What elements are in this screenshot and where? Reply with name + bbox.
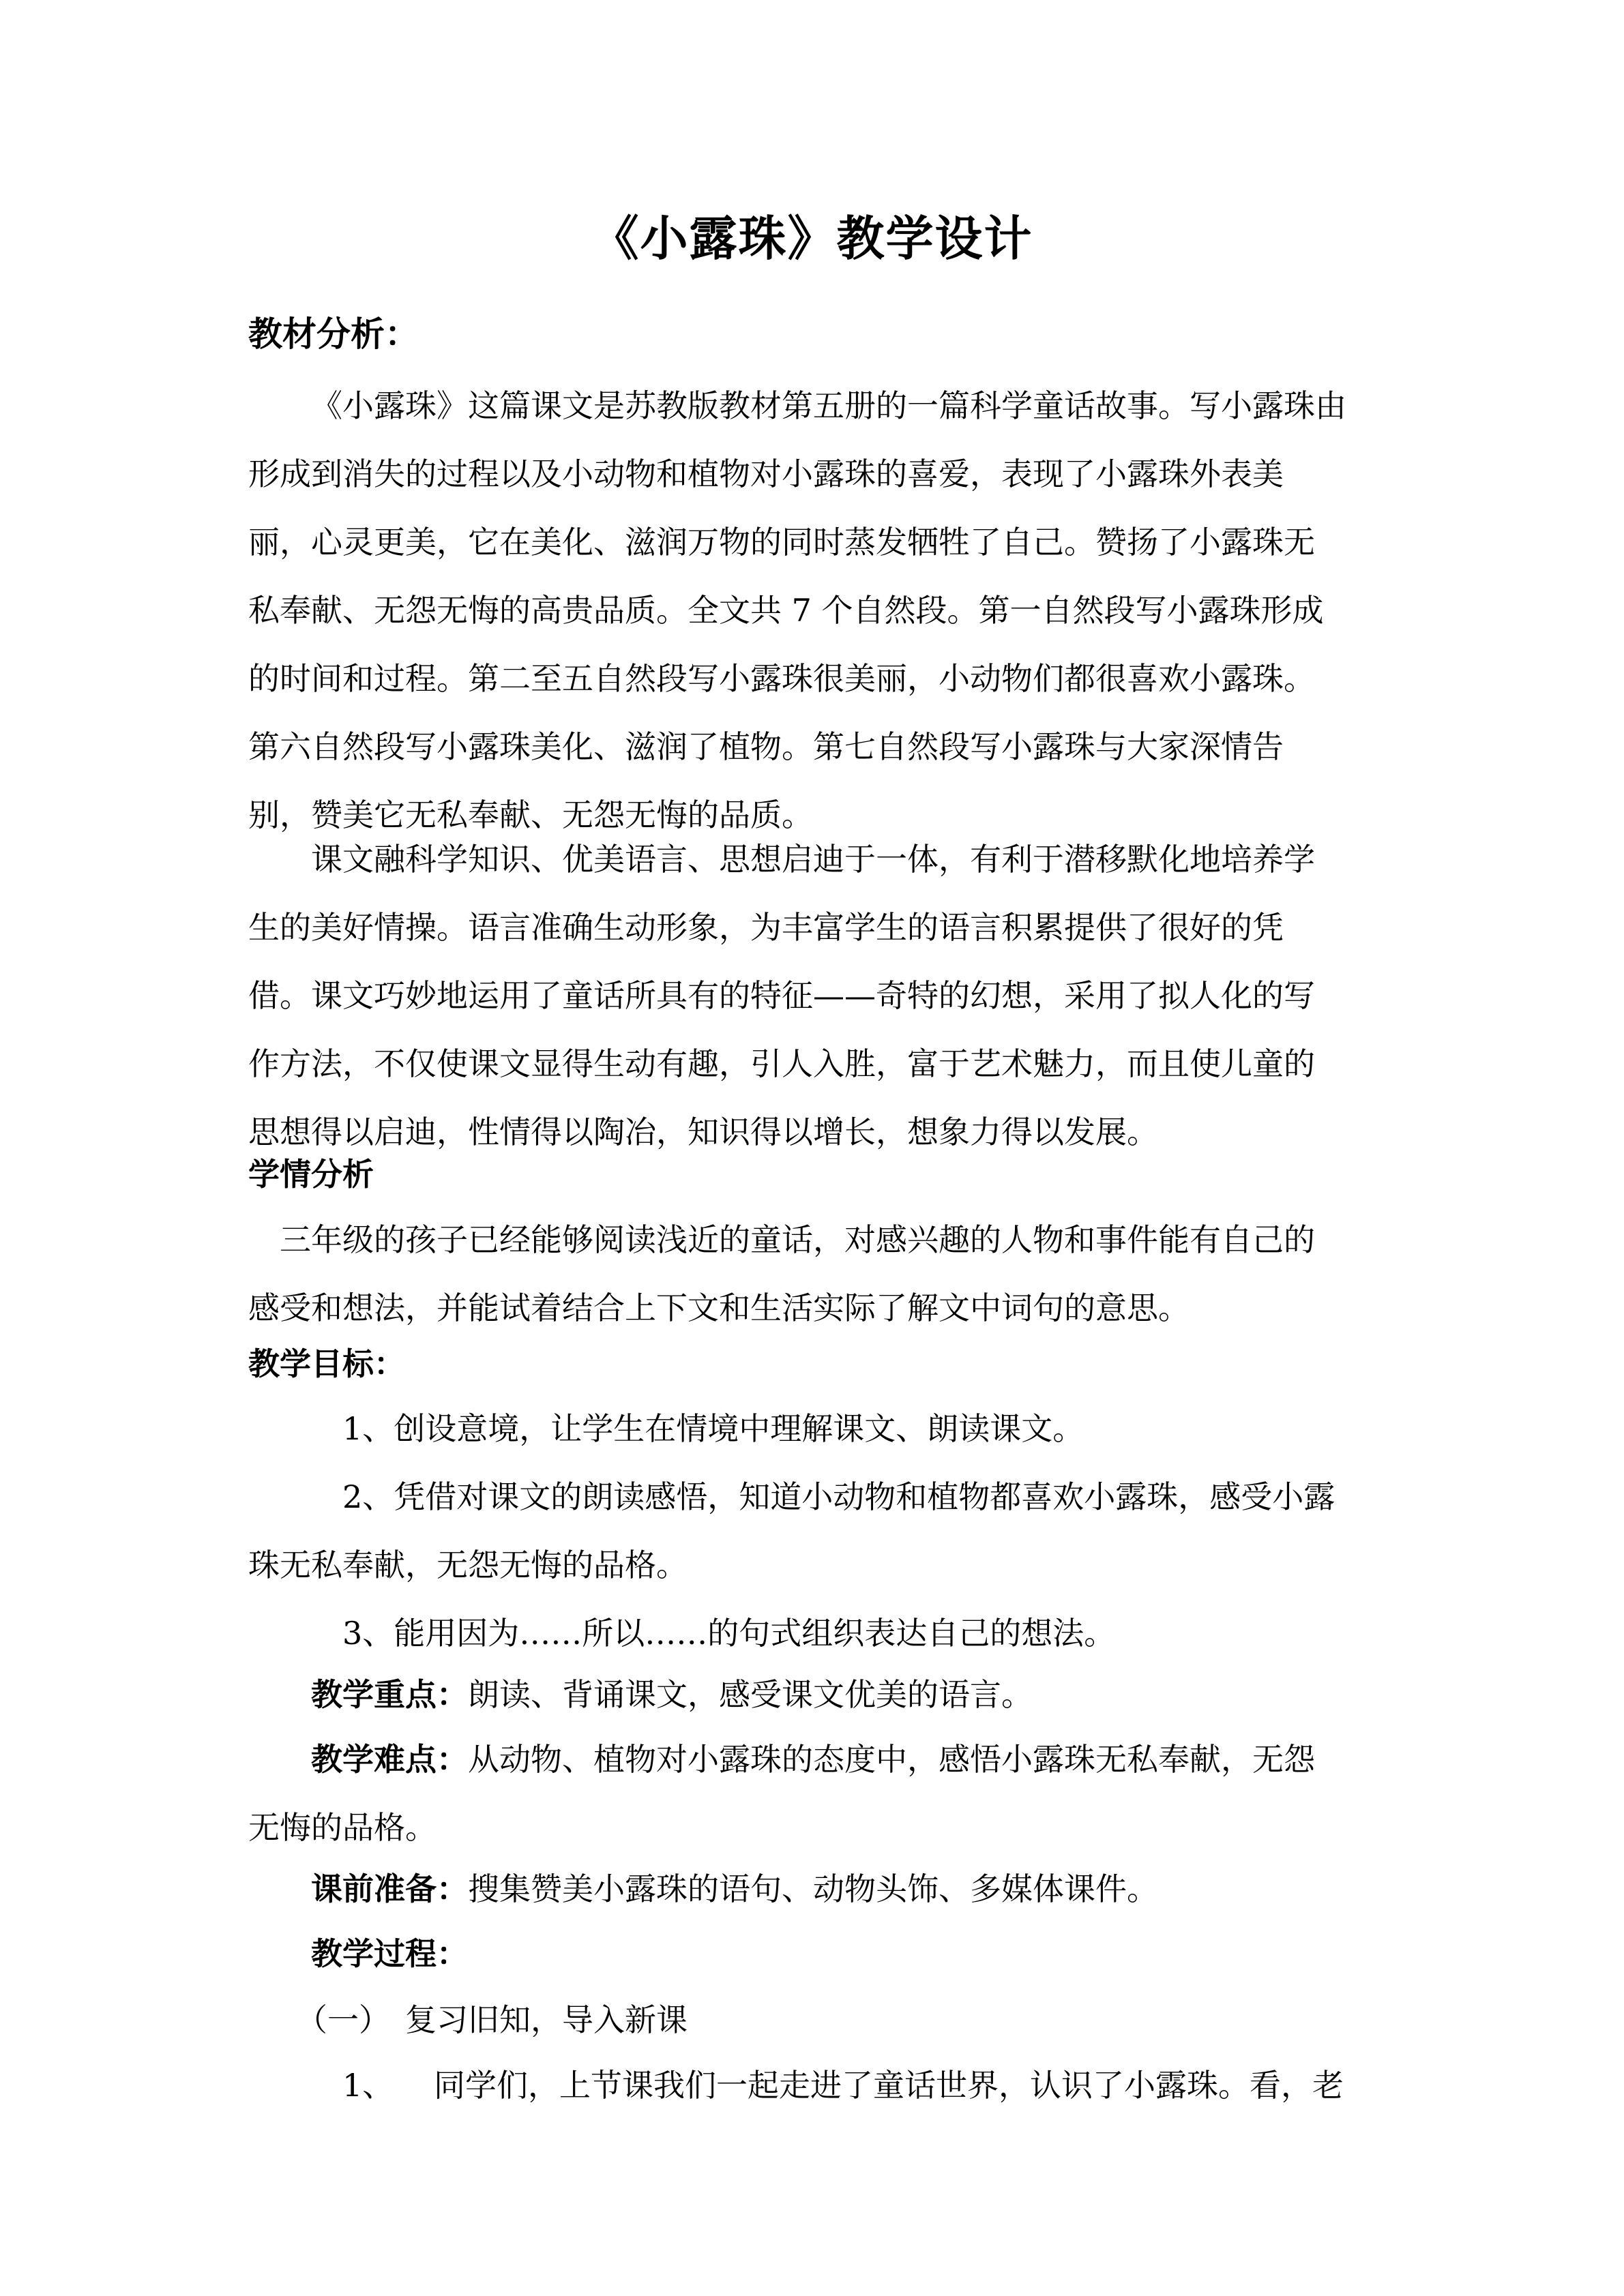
goals-section [248,1330,1381,1398]
material-paragraph-1 [248,372,1381,849]
key-points-text: 朗读、背诵课文，感受课文优美的语言。 [468,1676,1033,1713]
text-line: 感受和想法，并能试着结合上下文和生活实际了解文中词句的意思。 [248,1289,1190,1326]
document-title: 《小露珠》教学设计 [591,210,1033,267]
text-line: 作方法，不仅使课文显得生动有趣，引人入胜，富于艺术魅力，而且使儿童的 [248,1045,1315,1082]
difficult-points-label: 教学难点： [311,1741,468,1778]
process-heading: 教学过程： [311,1935,468,1972]
process-substep-1-line [248,2051,1381,2119]
goals-list [248,1395,1381,1667]
text-line: 丽，心灵更美，它在美化、滋润万物的同时蒸发牺牲了自己。赞扬了小露珠无 [248,524,1315,561]
process-step-1-text: 复习旧知，导入新课 [405,2001,688,2038]
preparation-label: 课前准备： [311,1870,468,1907]
material-analysis-section [248,300,1381,368]
process-step-1 [248,1986,1381,2054]
difficult-points-text-2: 无悔的品格。 [248,1809,437,1846]
preparation-line [248,1855,1381,1923]
goals-heading: 教学目标： [248,1345,405,1382]
goal-item-2-line-2: 珠无私奉献，无怨无悔的品格。 [248,1547,688,1583]
difficult-points-text-1: 从动物、植物对小露珠的态度中，感悟小露珠无私奉献，无怨 [468,1741,1315,1778]
text-line: 借。课文巧妙地运用了童话所具有的特征——奇特的幻想，采用了拟人化的写 [248,977,1315,1014]
process-substep-1-number: 1、 [342,2067,394,2104]
text-line: 别，赞美它无私奉献、无怨无悔的品质。 [248,796,813,833]
text-line: 形成到消失的过程以及小动物和植物对小露珠的喜爱，表现了小露珠外表美 [248,456,1284,492]
student-analysis-section [248,1140,1381,1208]
key-points-label: 教学重点： [311,1676,468,1713]
goal-item-3: 3、能用因为……所以……的句式组织表达自己的想法。 [342,1615,1116,1652]
key-points [248,1660,1381,1729]
preparation [248,1855,1381,1923]
text-line: 《小露珠》这篇课文是苏教版教材第五册的一篇科学童话故事。写小露珠由 [311,387,1346,424]
process-step-1-line [248,1986,1381,2054]
student-analysis-paragraph [248,1206,1381,1342]
process-step-1-number: （一） [296,2001,390,2038]
material-paragraph-2 [248,825,1381,1166]
text-line: 课文融科学知识、优美语言、思想启迪于一体，有利于潜移默化地培养学 [311,841,1315,878]
difficult-points-line-1 [248,1725,1381,1793]
text-line: 第六自然段写小露珠美化、滋润了植物。第七自然段写小露珠与大家深情告 [248,728,1284,765]
text-line: 的时间和过程。第二至五自然段写小露珠很美丽，小动物们都很喜欢小露珠。 [248,660,1315,697]
goal-item-1: 1、创设意境，让学生在情境中理解课文、朗读课文。 [342,1410,1084,1447]
process-substep-1-text: 同学们，上节课我们一起走进了童话世界，认识了小露珠。看，老 [434,2067,1344,2104]
material-analysis-heading: 教材分析： [248,314,419,354]
text-line: 思想得以启迪，性情得以陶冶，知识得以增长，想象力得以发展。 [248,1114,1158,1150]
goal-item-2-line-1: 2、凭借对课文的朗读感悟，知道小动物和植物都喜欢小露珠，感受小露 [342,1478,1335,1515]
text-line: 私奉献、无怨无悔的高贵品质。全文共 7 个自然段。第一自然段写小露珠形成 [248,592,1324,629]
key-points-line [248,1660,1381,1729]
difficult-points [248,1725,1381,1862]
preparation-text: 搜集赞美小露珠的语句、动物头饰、多媒体课件。 [468,1870,1158,1907]
student-analysis-heading: 学情分析 [248,1156,374,1193]
process-substep-1 [248,2051,1381,2119]
text-line: 三年级的孩子已经能够阅读浅近的童话，对感兴趣的人物和事件能有自己的 [280,1221,1315,1258]
process-section [248,1920,1381,1988]
text-line: 生的美好情操。语言准确生动形象，为丰富学生的语言积累提供了很好的凭 [248,909,1284,946]
